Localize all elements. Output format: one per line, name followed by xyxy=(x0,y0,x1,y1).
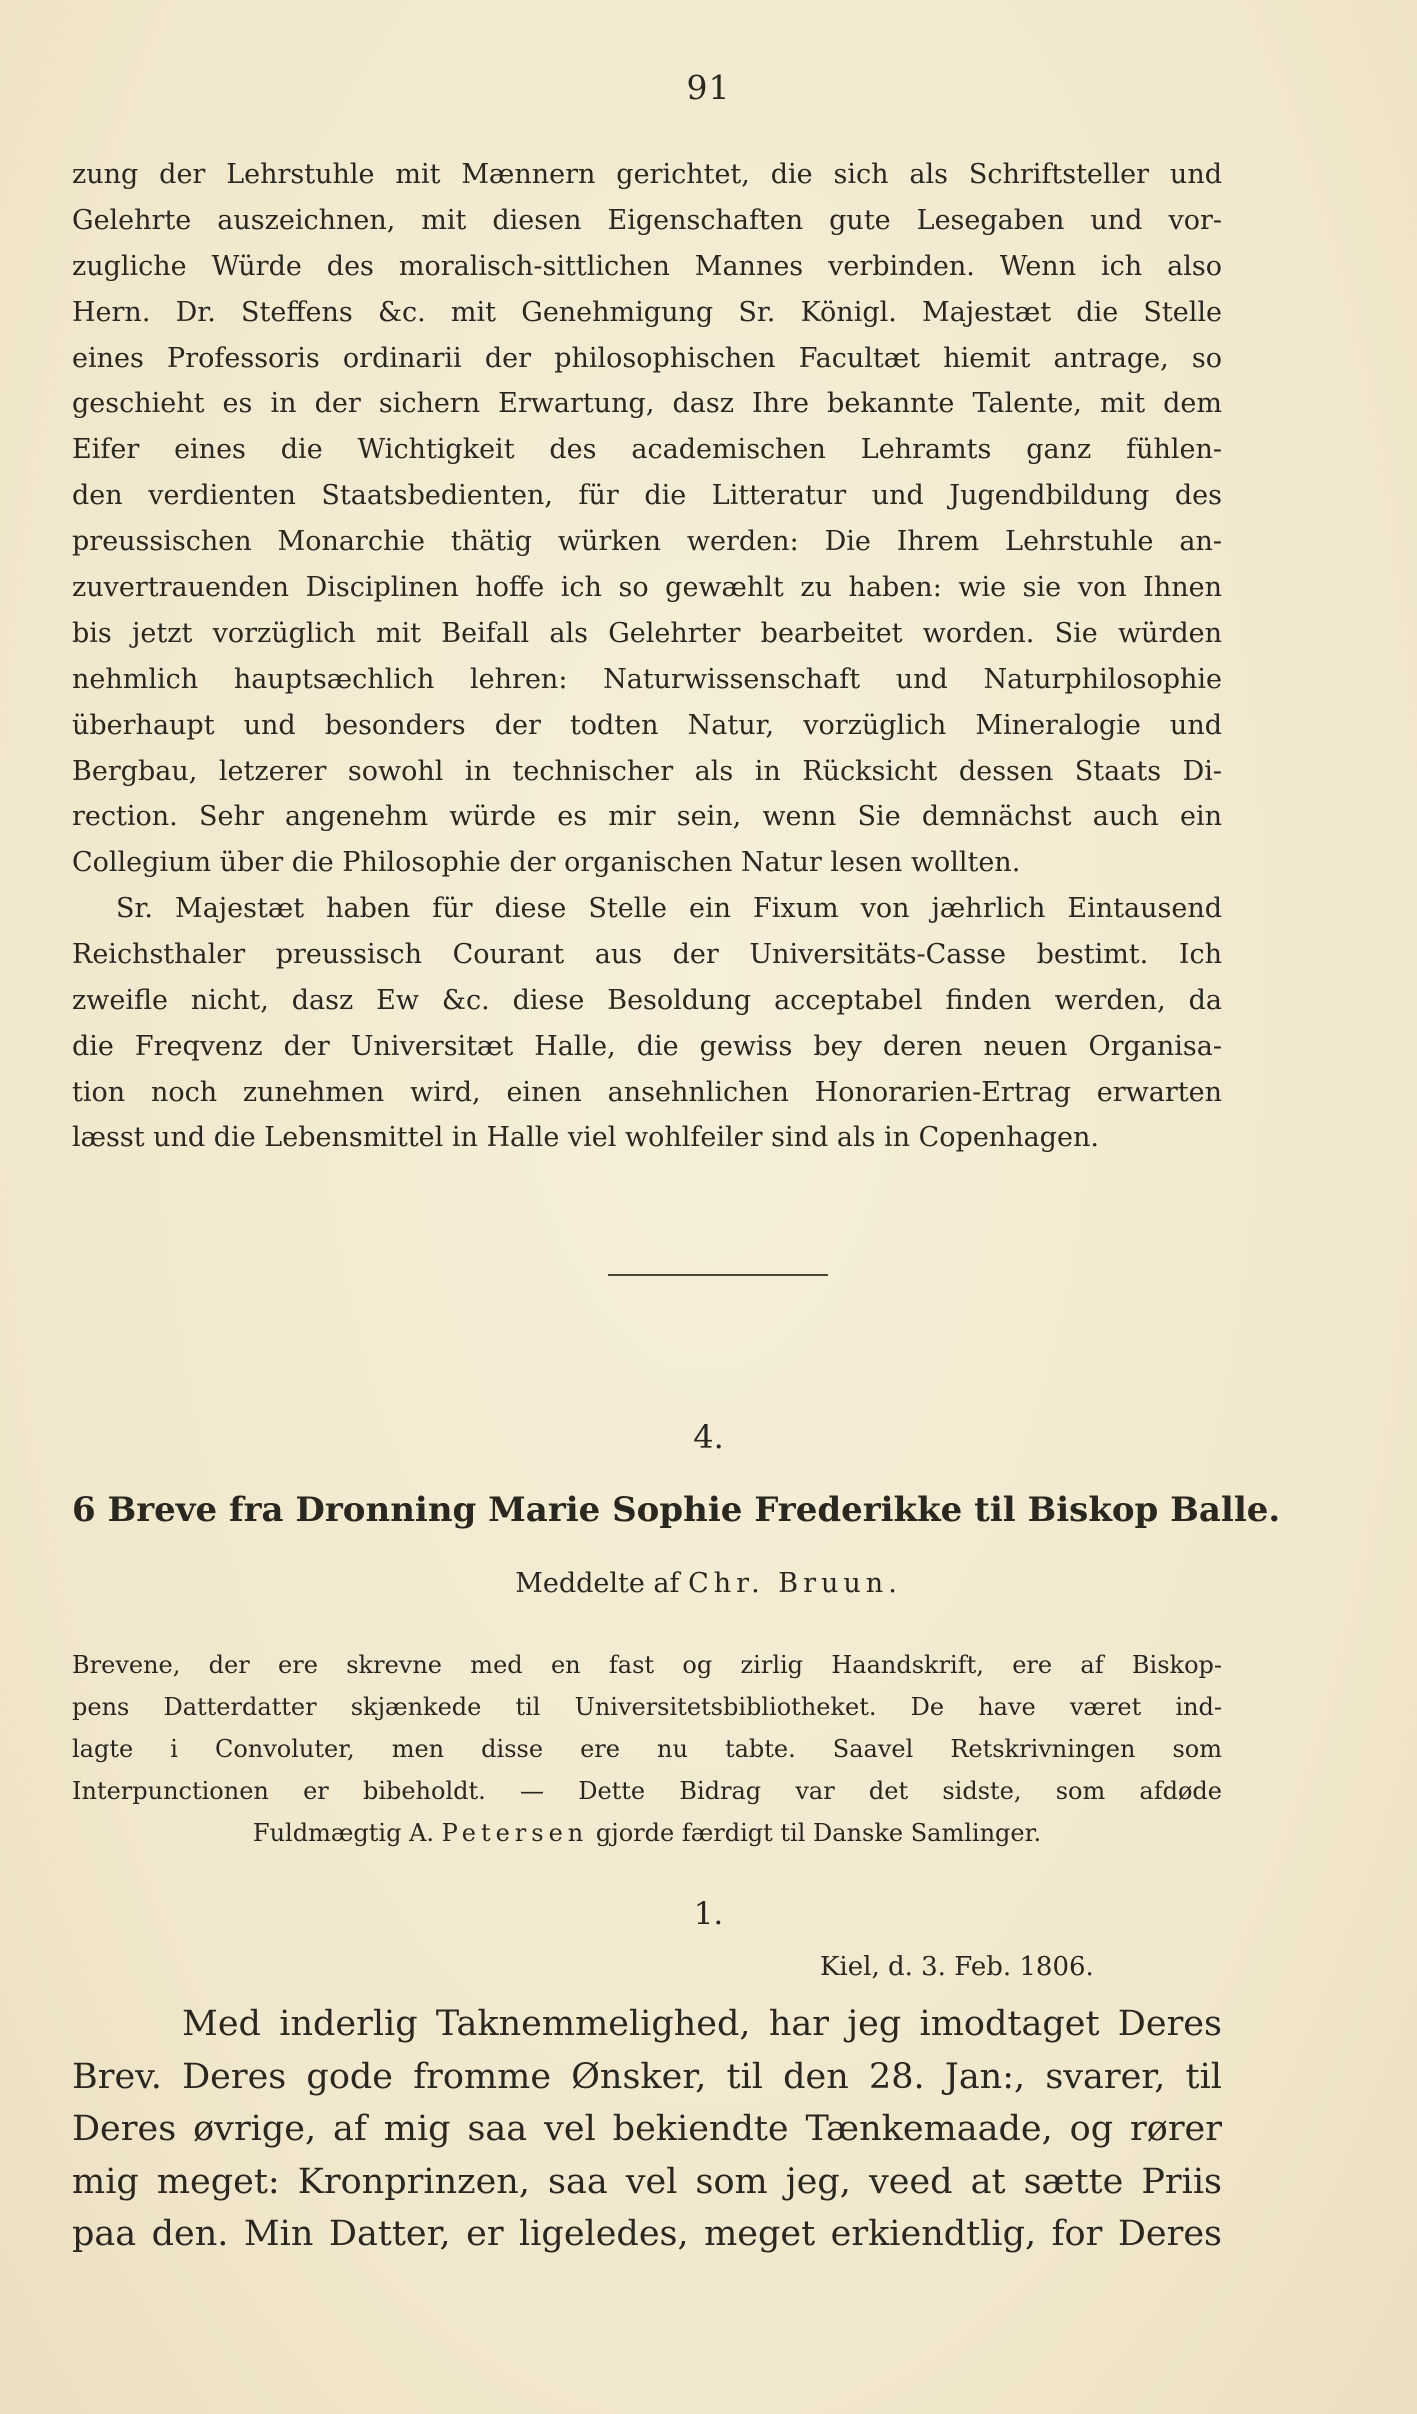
section-number: 4. xyxy=(693,1418,724,1456)
continued-paragraph-1 xyxy=(72,152,1222,886)
text-line: Collegium über die Philosophie der organischen Natur lesen wollten. xyxy=(72,847,1021,879)
text-line: Brev. Deres gode fromme Ønsker, til den 28. Jan:, svarer, til xyxy=(72,2056,1222,2097)
text-line: geschieht es in der sichern Erwartung, dasz Ihre bekannte Talente, mit dem xyxy=(72,388,1222,420)
text-line: mig meget: Kronprinzen, saa vel som jeg, veed at sætte Priis xyxy=(72,2161,1222,2202)
intro-last-name: Petersen xyxy=(441,1819,589,1847)
text-line: preussischen Monarchie thätig würken werden: Die Ihrem Lehrstuhle an- xyxy=(72,526,1222,558)
text-line: die Freqvenz der Universitæt Halle, die gewiss bey deren neuen Organisa- xyxy=(72,1030,1222,1062)
text-line: bis jetzt vorzüglich mit Beifall als Gelehrter bearbeitet worden. Sie würden xyxy=(72,617,1222,649)
text-line: zweifle nicht, dasz Ew &c. diese Besoldung acceptabel finden werden, da xyxy=(72,984,1222,1016)
section-title: 6 Breve fra Dronning Marie Sophie Frederikke til Biskop Balle. xyxy=(72,1490,1281,1530)
text-line: zung der Lehrstuhle mit Mænnern gerichtet, die sich als Schriftsteller und xyxy=(72,159,1222,190)
text-line: paa den. Min Datter, er ligeledes, meget erkiendtlig, for Deres xyxy=(72,2214,1222,2255)
text-line: Eifer eines die Wichtigkeit des academischen Lehramts ganz fühlen- xyxy=(72,434,1222,466)
text-line xyxy=(72,1812,1222,1854)
text-line: Med inderlig Taknemmelighed, har jeg imodtaget Deres xyxy=(182,2004,1222,2044)
continued-paragraph-2 xyxy=(72,886,1222,1161)
intro-last-prefix: Fuldmægtig A. xyxy=(252,1819,435,1847)
text-line: den verdienten Staatsbedienten, für die Litteratur und Jugendbildung des xyxy=(72,480,1222,512)
text-line: Gelehrte auszeichnen, mit diesen Eigenschaften gute Lesegaben und vor- xyxy=(72,204,1222,236)
text-line: lagte i Convoluter, men disse ere nu tabte. Saavel Retskrivningen som xyxy=(72,1735,1222,1763)
text-line: læsst und die Lebensmittel in Halle viel wohlfeiler sind als in Copenhagen. xyxy=(72,1122,1099,1154)
text-line: rection. Sehr angenehm würde es mir sein, wenn Sie demnächst auch ein xyxy=(72,801,1222,833)
byline-prefix: Meddelte af xyxy=(515,1568,680,1599)
text-line: Bergbau, letzerer sowohl in technischer als in Rücksicht dessen Staats Di- xyxy=(72,755,1222,787)
byline-name: Chr. Bruun. xyxy=(688,1568,902,1599)
text-line: tion noch zunehmen wird, einen ansehnlichen Honorarien-Ertrag erwarten xyxy=(72,1076,1222,1108)
text-line: Hern. Dr. Steffens &c. mit Genehmigung Sr. Königl. Majestæt die Stelle xyxy=(72,296,1222,328)
text-line: zugliche Würde des moralisch-sittlichen Mannes verbinden. Wenn ich also xyxy=(72,250,1222,282)
text-line: Brevene, der ere skrevne med en fast og zirlig Haandskrift, ere af Biskop- xyxy=(72,1651,1222,1679)
section-divider xyxy=(608,1274,828,1276)
letter-dateline: Kiel, d. 3. Feb. 1806. xyxy=(820,1952,1094,1982)
text-line: pens Datterdatter skjænkede til Universitetsbibliotheket. De have været ind- xyxy=(72,1693,1222,1721)
text-line: Interpunctionen er bibeholdt. — Dette Bidrag var det sidste, som afdøde xyxy=(72,1777,1222,1805)
text-line: Sr. Majestæt haben für diese Stelle ein Fixum von jæhrlich Eintausend xyxy=(116,893,1222,924)
intro-paragraph xyxy=(72,1644,1222,1854)
text-line: eines Professoris ordinarii der philosophischen Facultæt hiemit antrage, so xyxy=(72,342,1222,374)
letter-body xyxy=(72,1998,1222,2261)
text-line: zuvertrauenden Disciplinen hoffe ich so gewæhlt zu haben: wie sie von Ihnen xyxy=(72,572,1222,604)
text-line: Reichsthaler preussisch Courant aus der Universitäts-Casse bestimt. Ich xyxy=(72,938,1222,970)
text-line: überhaupt und besonders der todten Natur, vorzüglich Mineralogie und xyxy=(72,709,1222,741)
page-number: 91 xyxy=(686,68,731,107)
letter-number: 1. xyxy=(693,1896,724,1932)
text-line: Deres øvrige, af mig saa vel bekiendte Tænkemaade, og rører xyxy=(72,2109,1222,2150)
text-line: nehmlich hauptsæchlich lehren: Naturwissenschaft und Naturphilosophie xyxy=(72,663,1222,695)
intro-last-suffix: gjorde færdigt til Danske Samlinger. xyxy=(595,1819,1042,1847)
byline xyxy=(0,1568,1417,1599)
